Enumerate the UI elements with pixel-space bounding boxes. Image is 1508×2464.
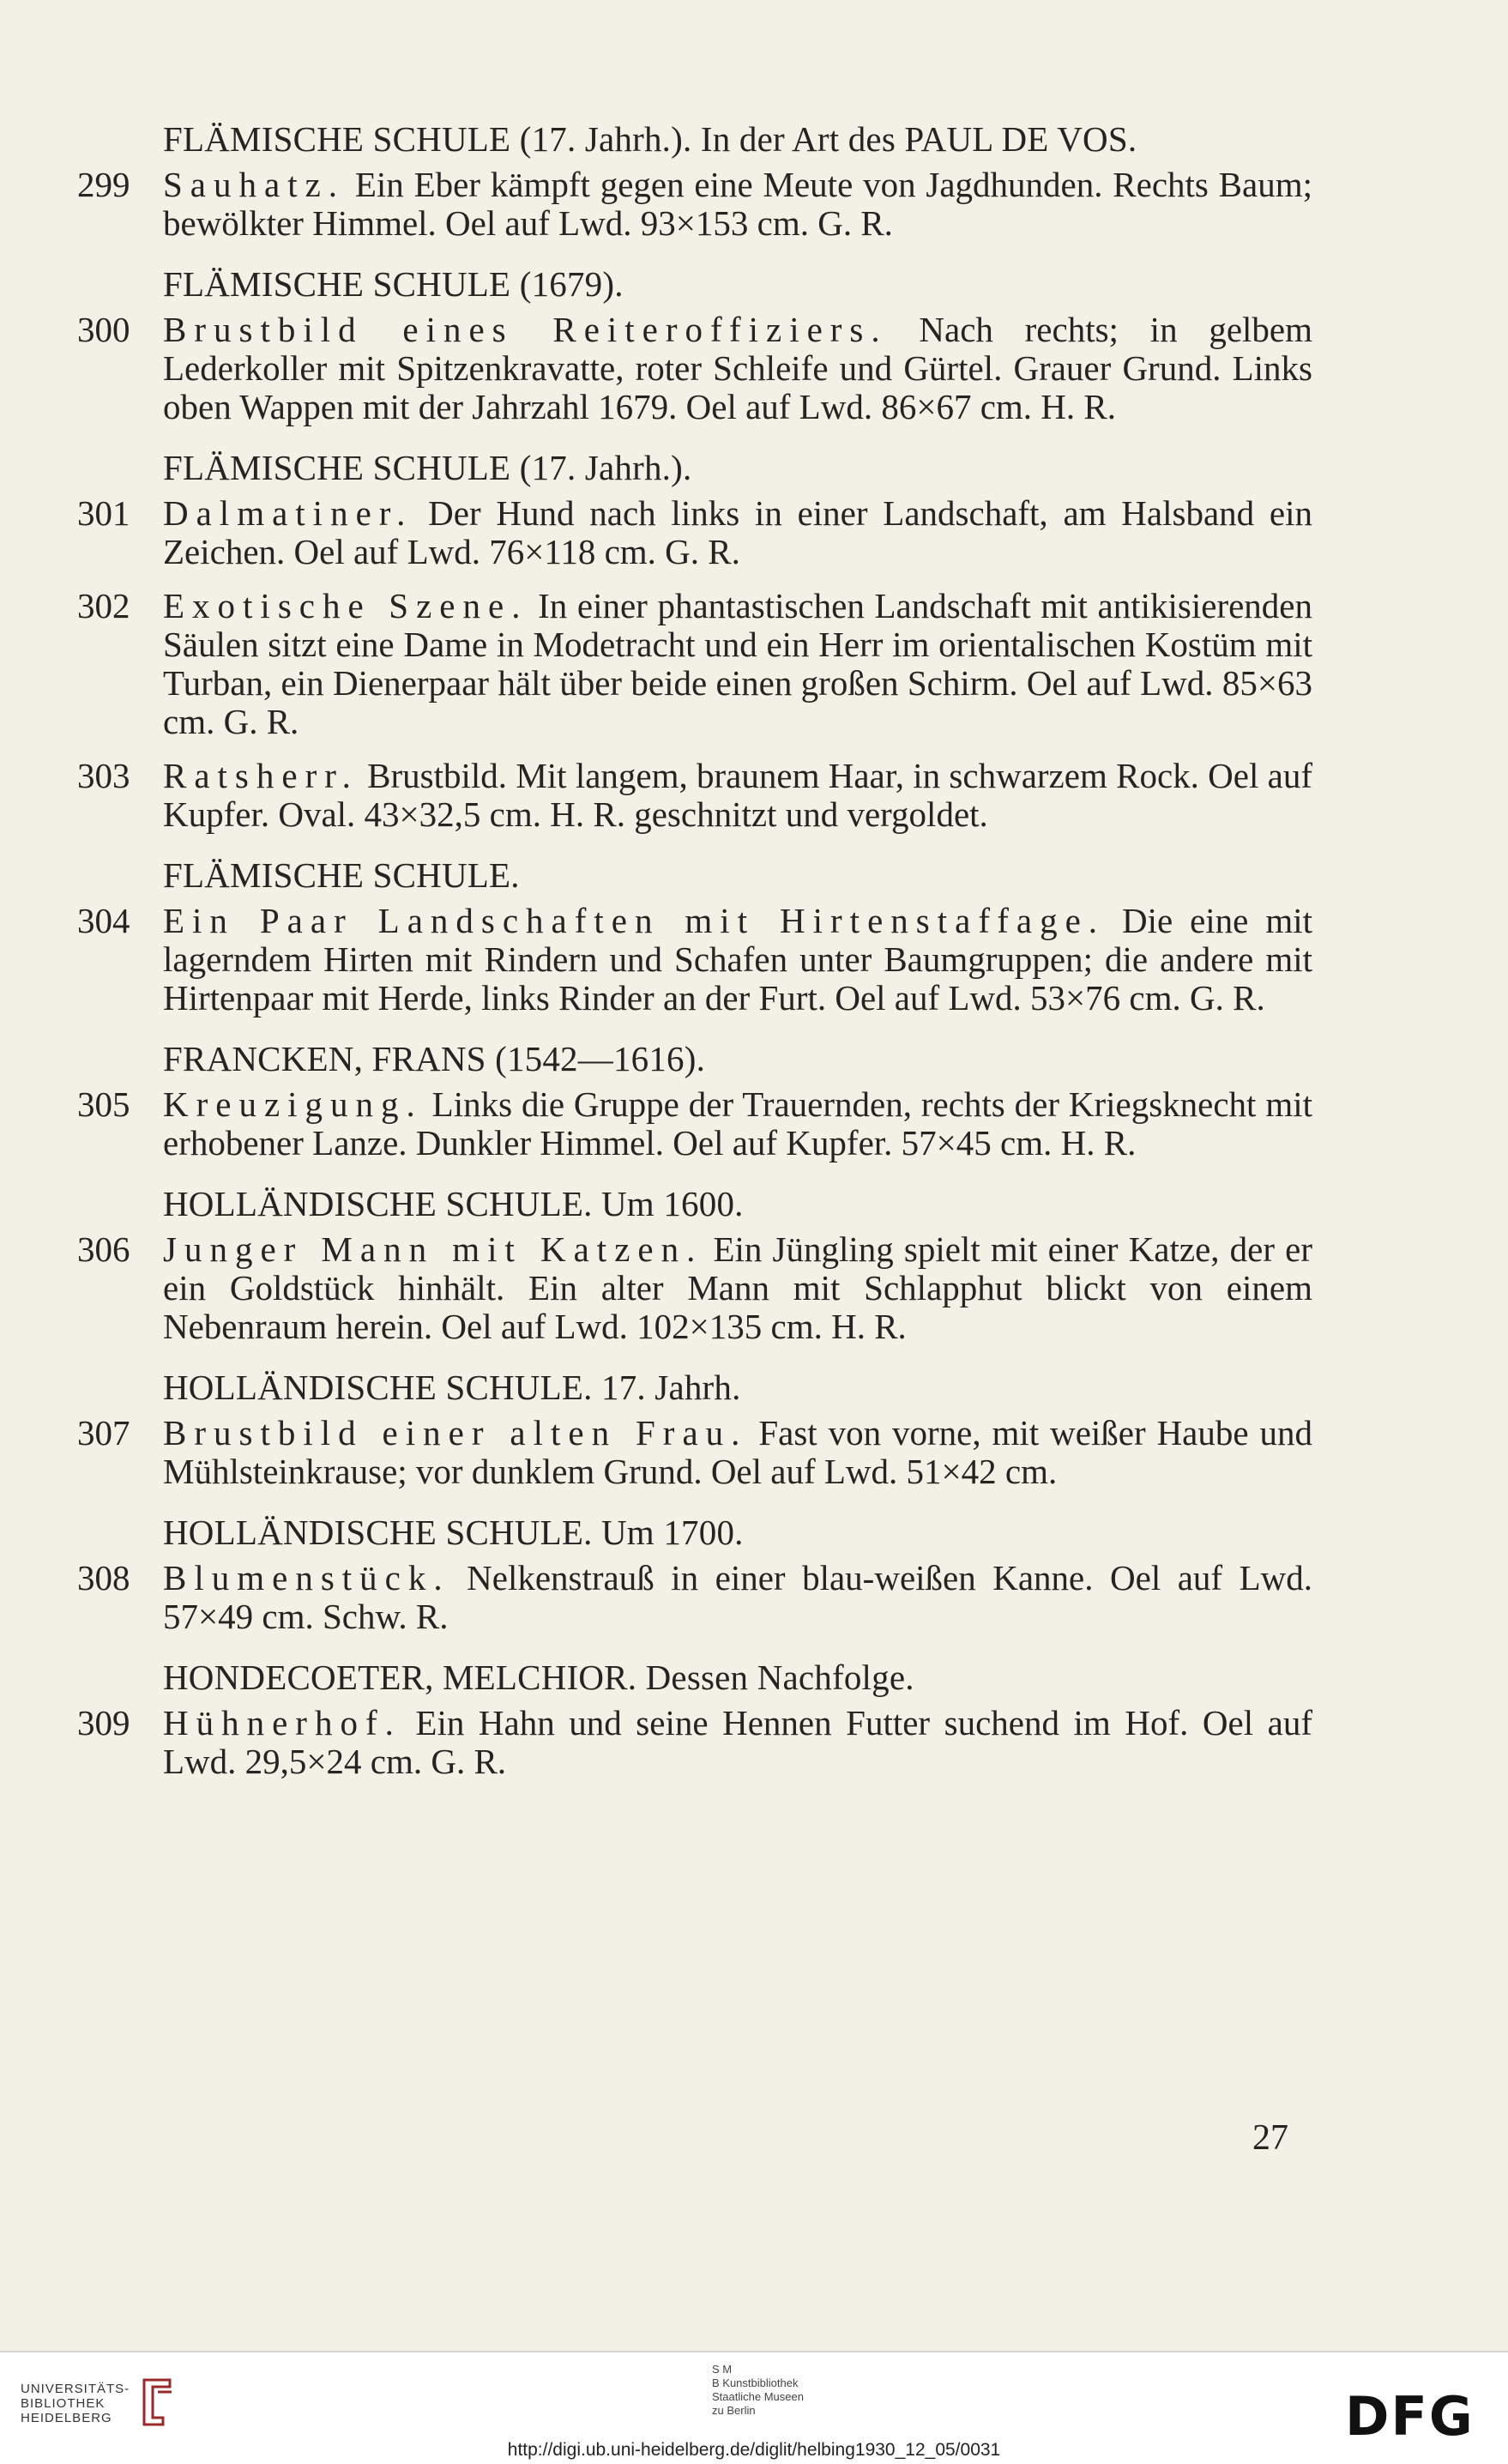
catalog-entry bbox=[77, 166, 1312, 243]
entry-title: Dalmatiner. bbox=[163, 493, 413, 533]
section-header: HONDECOETER, MELCHIOR. Dessen Nachfolge. bbox=[163, 1658, 914, 1697]
entry-number: 302 bbox=[77, 586, 130, 625]
entry-text: Ein Jüngling spielt mit einer Katze, der er ein Goldstück hinhält. Ein alter Mann mit Schlapphut blickt von einem Nebenraum herein. Oel auf Lwd. 102×135 cm. H. R. bbox=[163, 1229, 1312, 1346]
digitization-footer bbox=[0, 2351, 1508, 2464]
entry-title: Blumenstück. bbox=[163, 1558, 450, 1597]
entry-title: Brustbild einer alten Frau. bbox=[163, 1413, 748, 1452]
entry-number: 309 bbox=[77, 1703, 130, 1742]
section-header: FRANCKEN, FRANS (1542—1616). bbox=[163, 1039, 706, 1078]
catalog-entry bbox=[77, 1559, 1312, 1636]
smb-logo-line: B Kunstbibliothek bbox=[712, 2376, 799, 2389]
entry-title: Junger Mann mit Katzen. bbox=[163, 1229, 703, 1269]
entry-body bbox=[163, 757, 1312, 834]
entry-title: Kreuzigung. bbox=[163, 1084, 423, 1124]
entry-number: 304 bbox=[77, 901, 130, 940]
catalog-content bbox=[77, 120, 1312, 1797]
section-header: FLÄMISCHE SCHULE (1679). bbox=[163, 264, 624, 304]
smb-logo-line: Staatliche Museen bbox=[712, 2390, 804, 2403]
entry-body bbox=[163, 1085, 1312, 1163]
footer-divider bbox=[0, 2351, 1508, 2352]
entry-text: Die eine mit lagerndem Hirten mit Rindern und Schafen unter Baumgruppen; die andere mit Hirtenpaar mit Herde, links Rinder an der Furt. Oel auf Lwd. 53×76 cm. G. R. bbox=[163, 901, 1312, 1018]
university-logo-line: UNIVERSITÄTS- bbox=[21, 2382, 130, 2396]
university-logo-line: BIBLIOTHEK bbox=[21, 2396, 106, 2411]
university-library-logo[interactable] bbox=[21, 2382, 130, 2425]
catalog-entry bbox=[77, 902, 1312, 1018]
section-header: FLÄMISCHE SCHULE. bbox=[163, 855, 520, 895]
entry-text: Links die Gruppe der Trauernden, rechts der Kriegsknecht mit erhobener Lanze. Dunkler Himmel. Oel auf Kupfer. 57×45 cm. H. R. bbox=[163, 1084, 1312, 1163]
entry-title: Ein Paar Landschaften mit Hirtenstaffage. bbox=[163, 901, 1106, 940]
smb-logo-line: S M bbox=[712, 2363, 733, 2376]
entry-title: Hühnerhof. bbox=[163, 1703, 401, 1742]
section-header: HOLLÄNDISCHE SCHULE. 17. Jahrh. bbox=[163, 1368, 741, 1407]
smb-logo-line: zu Berlin bbox=[712, 2404, 756, 2417]
entry-body bbox=[163, 1230, 1312, 1346]
entry-body bbox=[163, 1414, 1312, 1491]
entry-title: Ratsherr. bbox=[163, 756, 359, 795]
entry-text: Der Hund nach links in einer Landschaft, am Halsband ein Zeichen. Oel auf Lwd. 76×118 cm. G. R. bbox=[163, 493, 1312, 571]
section-header: HOLLÄNDISCHE SCHULE. Um 1700. bbox=[163, 1513, 744, 1552]
page-number: 27 bbox=[1252, 2118, 1288, 2158]
entry-body bbox=[163, 587, 1312, 741]
entry-title: Exotische Szene. bbox=[163, 586, 528, 625]
entry-body bbox=[163, 1559, 1312, 1636]
entry-text: Fast von vorne, mit weißer Haube und Mühlsteinkrause; vor dunklem Grund. Oel auf Lwd. 51×42 cm. bbox=[163, 1413, 1312, 1491]
entry-text: Ein Eber kämpft gegen eine Meute von Jagdhunden. Rechts Baum; bewölkter Himmel. Oel auf Lwd. 93×153 cm. G. R. bbox=[163, 165, 1312, 243]
entry-title: Brustbild eines Reiteroffiziers. bbox=[163, 310, 888, 349]
entry-number: 305 bbox=[77, 1084, 130, 1124]
catalog-entry bbox=[77, 1414, 1312, 1491]
entry-text: Ein Hahn und seine Hennen Futter suchend im Hof. Oel auf Lwd. 29,5×24 cm. G. R. bbox=[163, 1703, 1312, 1781]
section-header: FLÄMISCHE SCHULE (17. Jahrh.). In der Art des PAUL DE VOS. bbox=[163, 119, 1137, 159]
catalog-entry bbox=[77, 1704, 1312, 1781]
university-crest-icon bbox=[137, 2375, 177, 2426]
entry-text: Brustbild. Mit langem, braunem Haar, in schwarzem Rock. Oel auf Kupfer. Oval. 43×32,5 cm. H. R. geschnitzt und vergoldet. bbox=[163, 756, 1312, 834]
section-header: HOLLÄNDISCHE SCHULE. Um 1600. bbox=[163, 1184, 744, 1223]
section-header: FLÄMISCHE SCHULE (17. Jahrh.). bbox=[163, 448, 692, 487]
dfg-logo[interactable]: DFG bbox=[1345, 2385, 1475, 2448]
permalink-url[interactable]: http://digi.ub.uni-heidelberg.de/diglit/helbing1930_12_05/0031 bbox=[507, 2440, 1001, 2460]
entry-number: 301 bbox=[77, 493, 130, 533]
entry-text: Nach rechts; in gelbem Lederkoller mit Spitzenkravatte, roter Schleife und Gürtel. Grauer Grund. Links oben Wappen mit der Jahrzahl 1679. Oel auf Lwd. 86×67 cm. H. R. bbox=[163, 310, 1312, 426]
catalog-entry bbox=[77, 1085, 1312, 1163]
entry-number: 308 bbox=[77, 1558, 130, 1597]
catalog-entry bbox=[77, 311, 1312, 426]
entry-body bbox=[163, 311, 1312, 426]
catalog-entry bbox=[77, 494, 1312, 571]
entry-number: 303 bbox=[77, 756, 130, 795]
university-logo-line: HEIDELBERG bbox=[21, 2411, 112, 2425]
entry-number: 307 bbox=[77, 1413, 130, 1452]
entry-body bbox=[163, 902, 1312, 1018]
entry-number: 306 bbox=[77, 1229, 130, 1269]
entry-body bbox=[163, 1704, 1312, 1781]
catalog-entry bbox=[77, 587, 1312, 741]
entry-number: 299 bbox=[77, 165, 130, 204]
entry-body bbox=[163, 166, 1312, 243]
entry-number: 300 bbox=[77, 310, 130, 349]
entry-body bbox=[163, 494, 1312, 571]
entry-text: Nelkenstrauß in einer blau-weißen Kanne. Oel auf Lwd. 57×49 cm. Schw. R. bbox=[163, 1558, 1312, 1636]
entry-text: In einer phantastischen Landschaft mit antikisierenden Säulen sitzt eine Dame in Modetracht und ein Herr im orientalischen Kostüm mit Turban, ein Dienerpaar hält über beide einen großen Schirm. Oel auf Lwd. 85×63 cm. G. R. bbox=[163, 586, 1313, 741]
catalog-entry bbox=[77, 1230, 1312, 1346]
smb-logo[interactable] bbox=[712, 2363, 804, 2418]
entry-title: Sauhatz. bbox=[163, 165, 346, 204]
catalog-entry bbox=[77, 757, 1312, 834]
